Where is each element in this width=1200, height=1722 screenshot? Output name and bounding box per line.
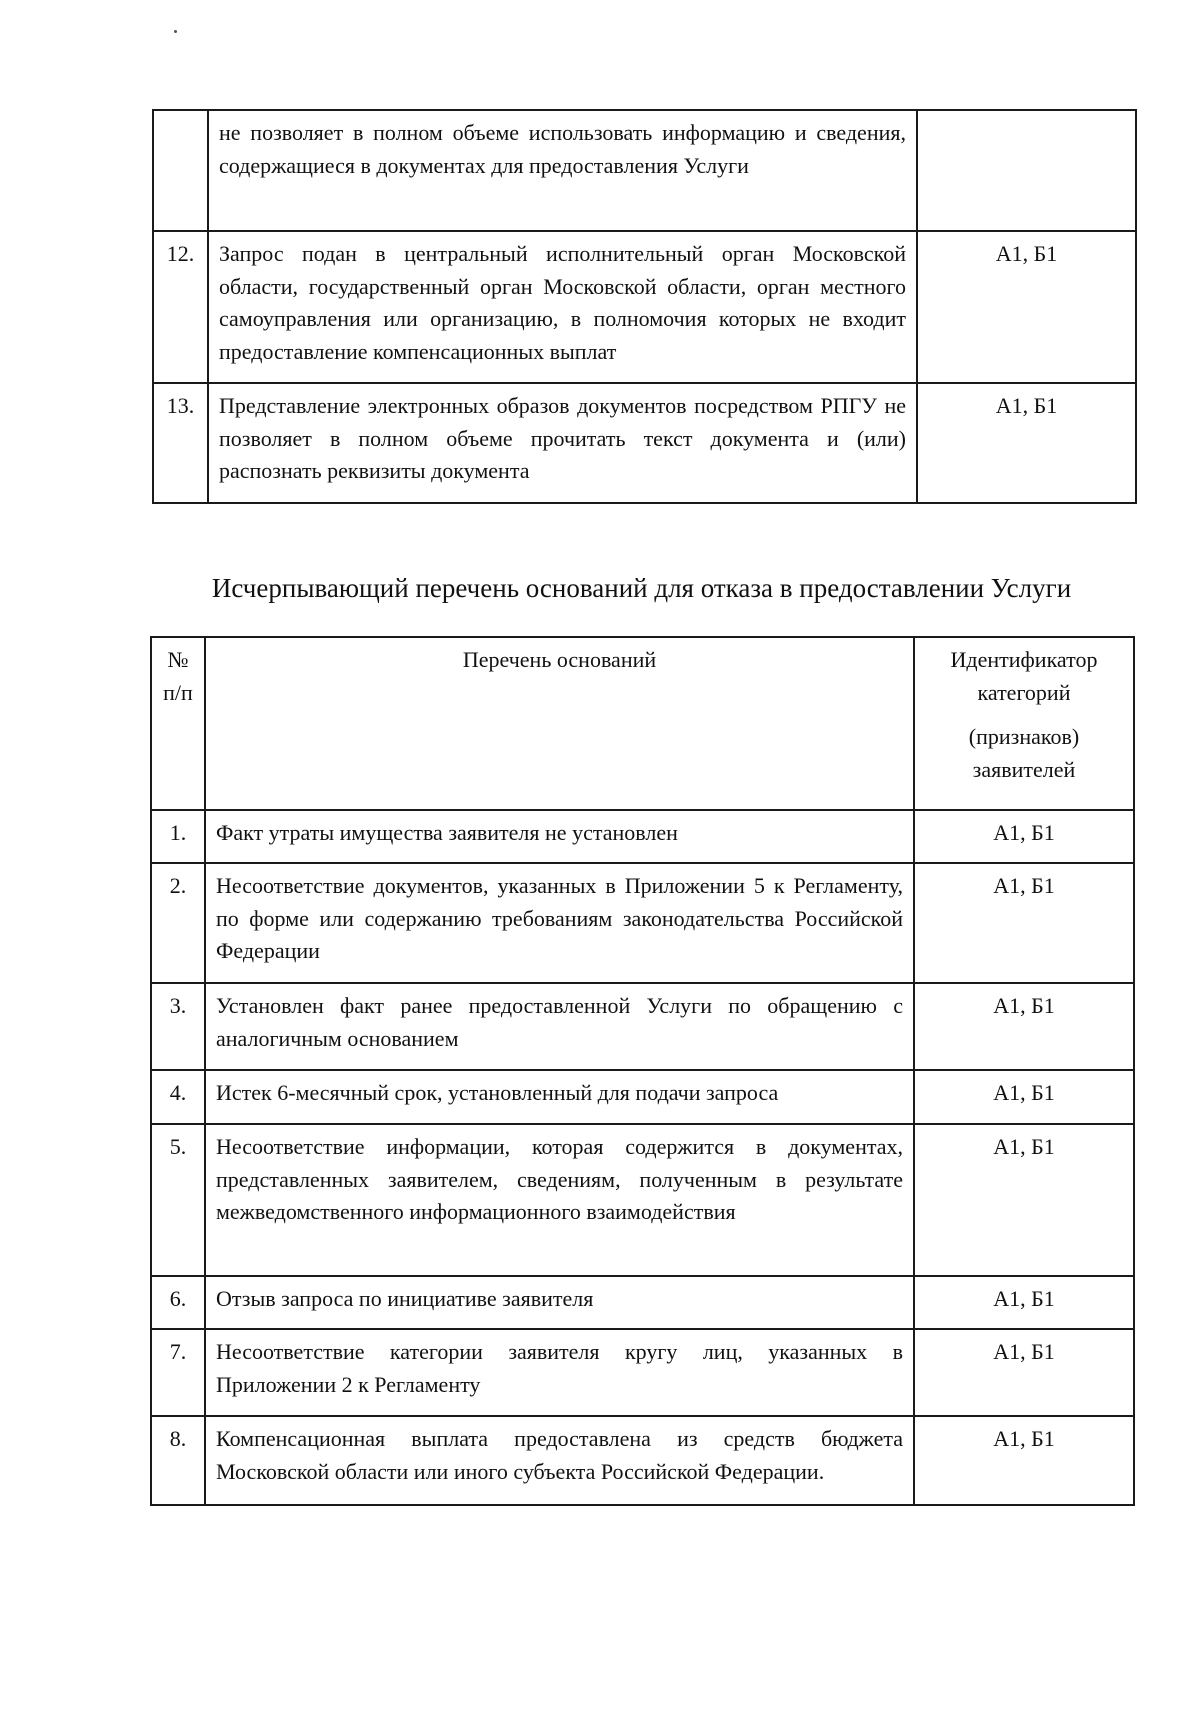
table-row [151, 863, 1134, 983]
row-number: 2. [151, 863, 205, 983]
row-identifier: А1, Б1 [914, 810, 1134, 863]
table-row [153, 383, 1136, 503]
table-row [151, 1276, 1134, 1329]
row-identifier: А1, Б1 [914, 1276, 1134, 1329]
table-row [151, 1124, 1134, 1276]
row-identifier: А1, Б1 [917, 383, 1136, 503]
row-number: 13. [153, 383, 208, 503]
table-row [151, 1070, 1134, 1124]
row-text: Компенсационная выплата предоставлена из средств бюджета Московской области или иного субъекта Российской Федерации. [205, 1416, 914, 1505]
row-text: Представление электронных образов документов посредством РПГУ не позволяет в полном объеме прочитать текст документа и (или) распознать реквизиты документа [208, 383, 917, 503]
row-number [153, 110, 208, 231]
row-identifier: А1, Б1 [914, 1329, 1134, 1416]
row-number: 12. [153, 231, 208, 383]
row-text: Отзыв запроса по инициативе заявителя [205, 1276, 914, 1329]
row-identifier: А1, Б1 [914, 1070, 1134, 1124]
table-row [151, 983, 1134, 1070]
row-text: Несоответствие категории заявителя кругу лиц, указанных в Приложении 2 к Регламенту [205, 1329, 914, 1416]
row-number: 4. [151, 1070, 205, 1124]
header-identifier-line2: категорий [977, 679, 1071, 705]
table-header-row [151, 637, 1134, 810]
header-number [151, 637, 205, 810]
row-text: Истек 6-месячный срок, установленный для подачи запроса [205, 1070, 914, 1124]
row-identifier: А1, Б1 [914, 983, 1134, 1070]
continued-table [152, 109, 1137, 504]
row-text: не позволяет в полном объеме использовать информацию и сведения, содержащиеся в документах для предоставления Услуги [208, 110, 917, 231]
row-identifier: А1, Б1 [914, 1124, 1134, 1276]
row-text: Запрос подан в центральный исполнительный орган Московской области, государственный орган Московской области, орган местного самоуправления или организацию, в полномочия которых не входит предоставление компенсационных выплат [208, 231, 917, 383]
row-text: Несоответствие информации, которая содержится в документах, представленных заявителем, сведениям, полученным в результате межведомственного информационного взаимодействия [205, 1124, 914, 1276]
table-row [153, 110, 1136, 231]
row-identifier: А1, Б1 [914, 863, 1134, 983]
header-identifier [914, 637, 1134, 810]
row-identifier: А1, Б1 [917, 231, 1136, 383]
row-text: Несоответствие документов, указанных в Приложении 5 к Регламенту, по форме или содержанию требованиям законодательства Российской Федерации [205, 863, 914, 983]
table-row [153, 231, 1136, 383]
table-row [151, 1329, 1134, 1416]
row-identifier: А1, Б1 [914, 1416, 1134, 1505]
row-text: Факт утраты имущества заявителя не установлен [205, 810, 914, 863]
header-list: Перечень оснований [205, 637, 914, 810]
table-row [151, 810, 1134, 863]
header-number-line2: п/п [163, 679, 193, 705]
header-identifier-line1: Идентификатор [950, 647, 1098, 672]
page-mark [174, 30, 177, 33]
header-number-line1: № [167, 647, 189, 672]
row-number: 6. [151, 1276, 205, 1329]
row-number: 3. [151, 983, 205, 1070]
table-row [151, 1416, 1134, 1505]
row-text: Установлен факт ранее предоставленной Услуги по обращению с аналогичным основанием [205, 983, 914, 1070]
section-title: Исчерпывающий перечень оснований для отказа в предоставлении Услуги [211, 573, 1072, 603]
row-identifier [917, 110, 1136, 231]
row-number: 7. [151, 1329, 205, 1416]
header-identifier-line4: заявителей [972, 756, 1076, 782]
header-identifier-line3: (признаков) [968, 724, 1080, 749]
row-number: 1. [151, 810, 205, 863]
row-number: 8. [151, 1416, 205, 1505]
grounds-table [150, 636, 1135, 1506]
row-number: 5. [151, 1124, 205, 1276]
